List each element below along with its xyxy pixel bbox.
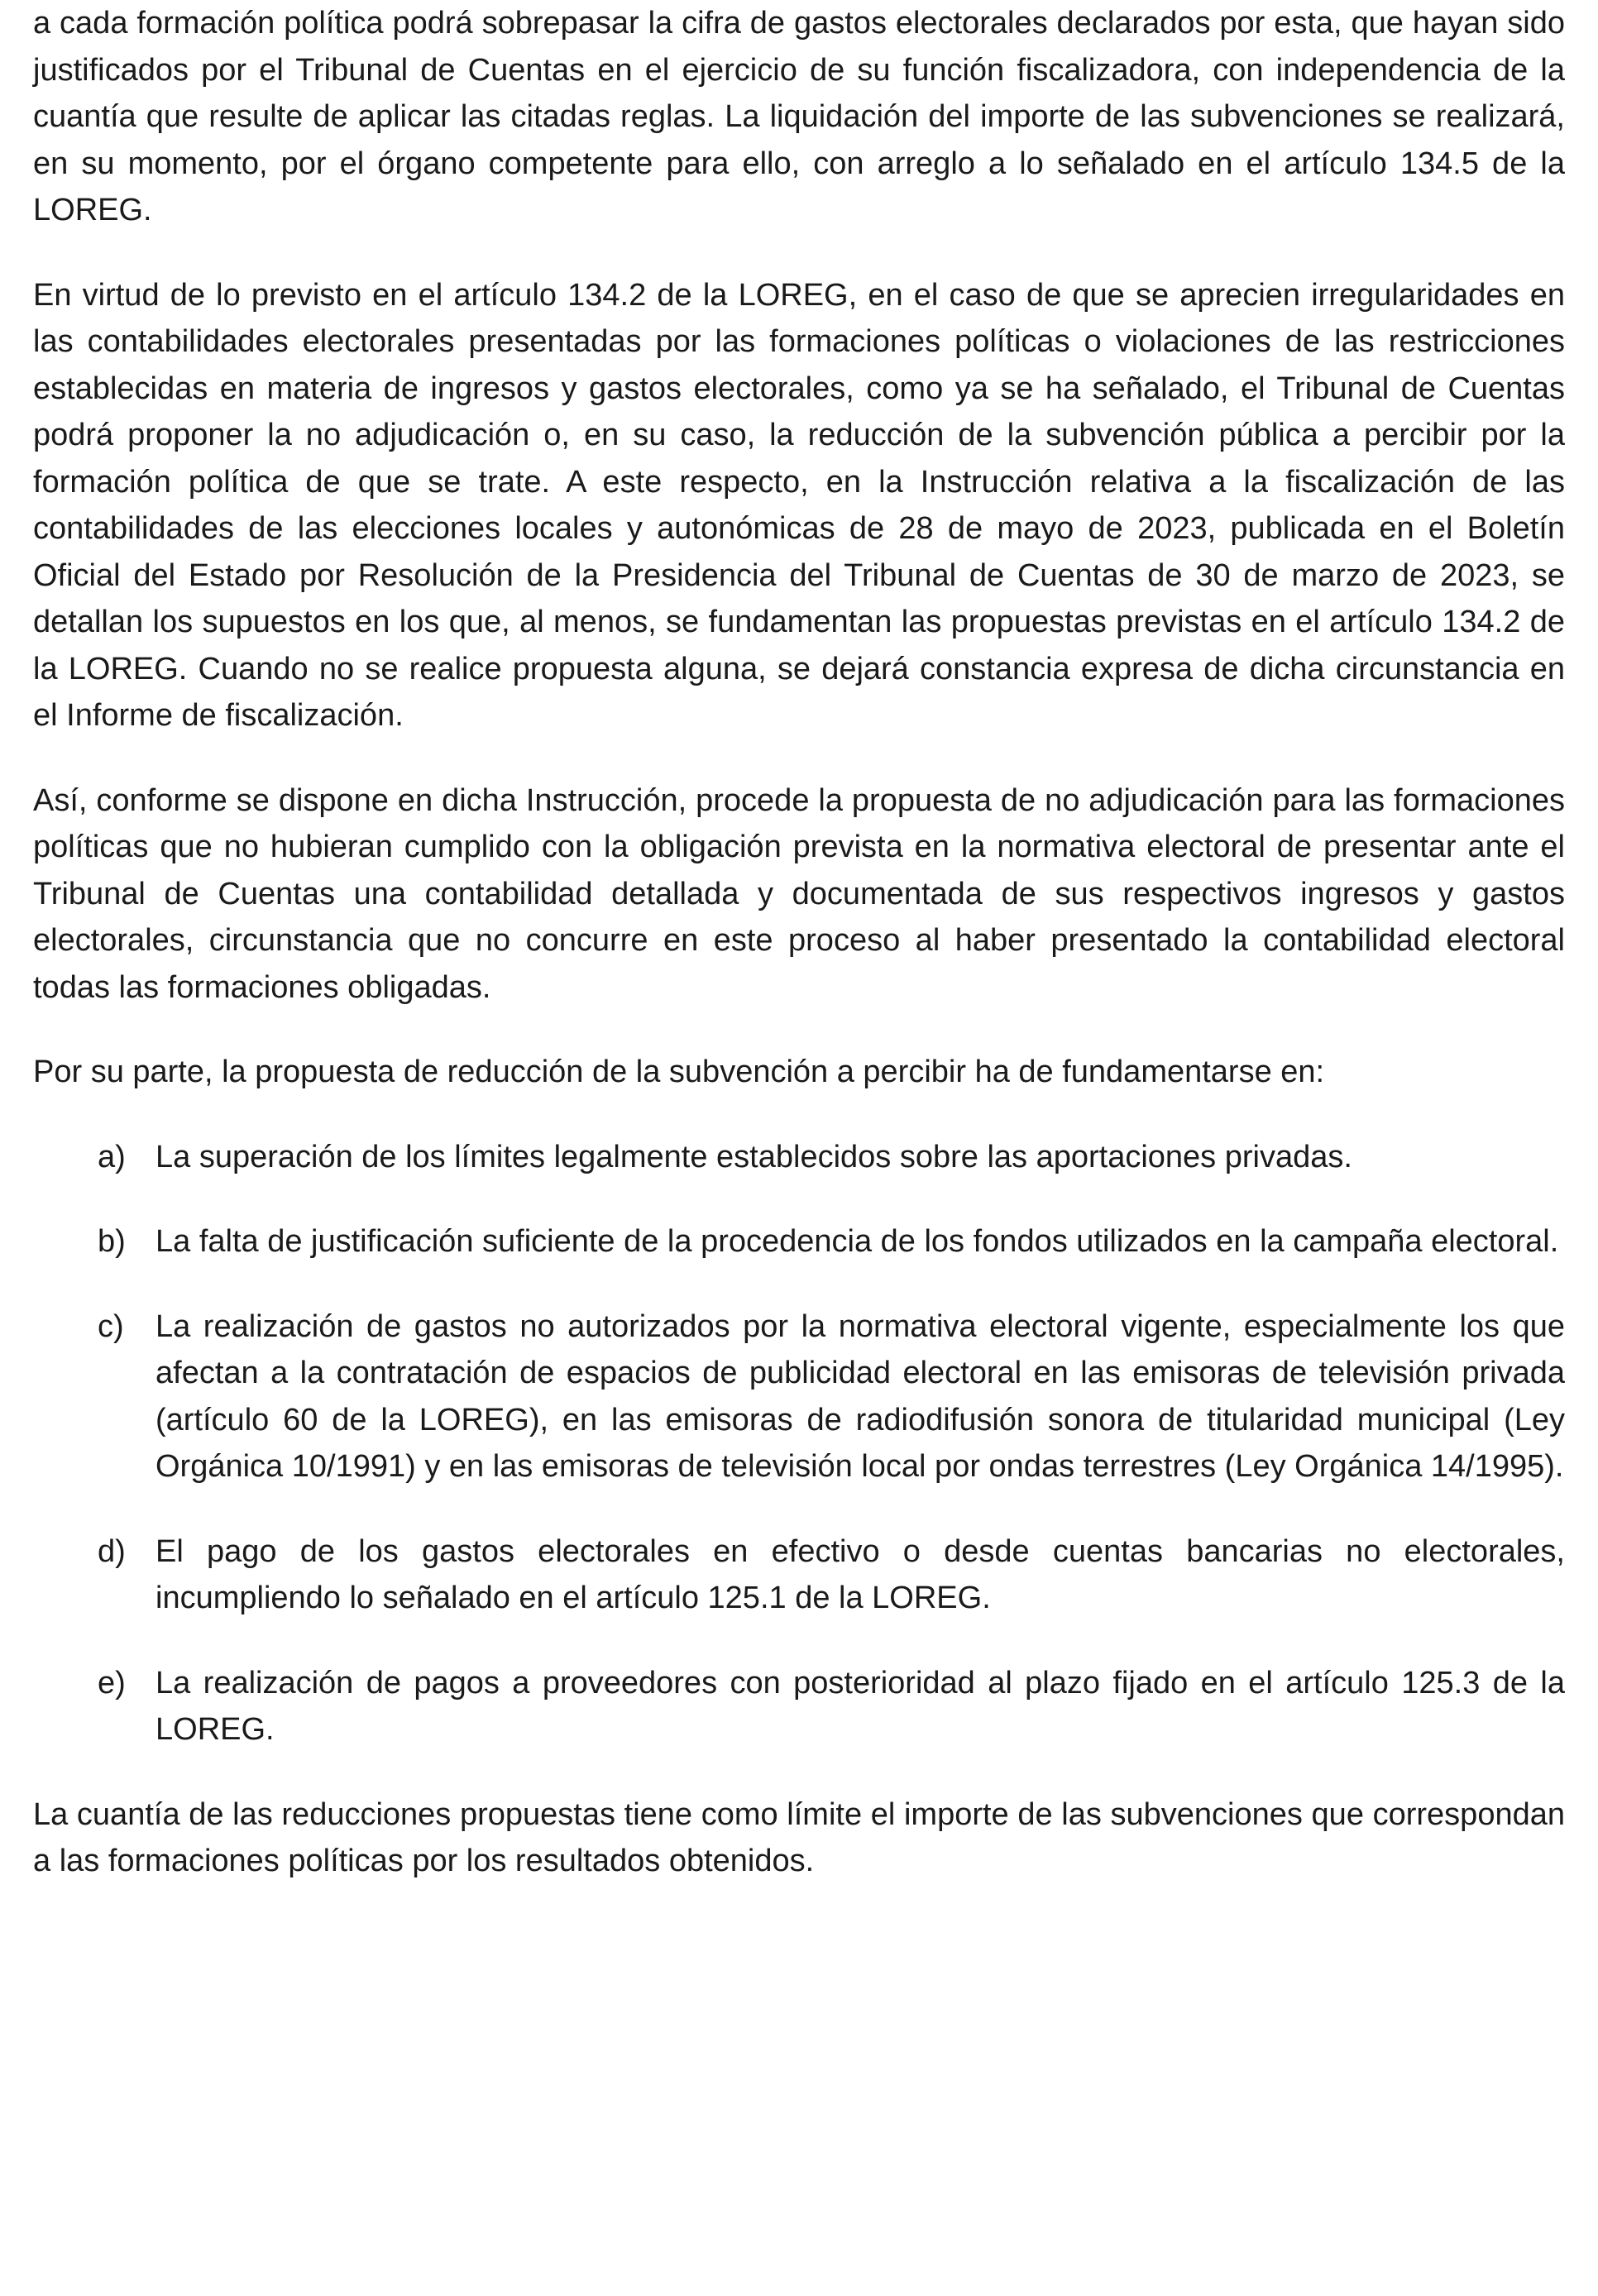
list-marker: d) — [98, 1533, 126, 1569]
paragraph-subsidy-limit: a cada formación política podrá sobrepasar la cifra de gastos electorales declarados por esta, que hayan sido justificados por el Tribunal de Cuentas en el ejercicio de su función fiscalizadora, con independencia de la cuantía que resulte de aplicar las citadas reglas. La liquidación del importe de las subvenciones se realizará, en su momento, por el órgano competente para ello, con arreglo a lo señalado en el artículo 134.5 de la LOREG. — [33, 6, 1565, 227]
paragraph-reduction-limit: La cuantía de las reducciones propuestas tiene como límite el importe de las subvenciones que correspondan a las formaciones políticas por los resultados obtenidos. — [33, 1796, 1565, 1878]
paragraph-non-award: Así, conforme se dispone en dicha Instrucción, procede la propuesta de no adjudicación para las formaciones políticas que no hubieran cumplido con la obligación prevista en la normativa electoral de presentar ante el Tribunal de Cuentas una contabilidad detallada y documentada de sus respectivos ingresos y gastos electorales, circunstancia que no concurre en este proceso al haber presentado la contabilidad electoral todas las formaciones obligadas. — [33, 782, 1565, 1005]
list-item — [33, 1134, 1565, 1181]
reduction-grounds-list — [33, 1134, 1565, 1753]
list-item — [33, 1660, 1565, 1753]
list-item-text: La falta de justificación suficiente de la procedencia de los fondos utilizados en la campaña electoral. — [155, 1224, 1559, 1259]
list-marker: c) — [98, 1308, 124, 1344]
list-item — [33, 1528, 1565, 1622]
list-item-text: La realización de gastos no autorizados por la normativa electoral vigente, especialmente los que afectan a la contratación de espacios de publicidad electoral en las emisoras de televisión privada (artículo 60 de la LOREG), en las emisoras de radiodifusión sonora de titularidad municipal (Ley Orgánica 10/1991) y en las emisoras de televisión local por ondas terrestres (Ley Orgánica 14/1995). — [155, 1308, 1565, 1484]
list-marker: a) — [98, 1139, 126, 1174]
paragraph-irregularities: En virtud de lo previsto en el artículo 134.2 de la LOREG, en el caso de que se aprecien irregularidades en las contabilidades electorales presentadas por las formaciones políticas o violaciones de las restricciones establecidas en materia de ingresos y gastos electorales, como ya se ha señalado, el Tribunal de Cuentas podrá proponer la no adjudicación o, en su caso, la reducción de la subvención pública a percibir por la formación política de que se trate. A este respecto, en la Instrucción relativa a la fiscalización de las contabilidades de las elecciones locales y autonómicas de 28 de mayo de 2023, publicada en el Boletín Oficial del Estado por Resolución de la Presidencia del Tribunal de Cuentas de 30 de marzo de 2023, se detallan los supuestos en los que, al menos, se fundamentan las propuestas previstas en el artículo 134.2 de la LOREG. Cuando no se realice propuesta alguna, se dejará constancia expresa de dicha circunstancia en el Informe de fiscalización. — [33, 277, 1565, 733]
paragraph-reduction-intro: Por su parte, la propuesta de reducción de la subvención a percibir ha de fundamentarse en: — [33, 1055, 1325, 1089]
list-item-text: La superación de los límites legalmente establecidos sobre las aportaciones privadas. — [155, 1139, 1352, 1174]
document-page — [33, 0, 1565, 1923]
list-item — [33, 1303, 1565, 1490]
list-marker: e) — [98, 1665, 126, 1700]
list-item-text: La realización de pagos a proveedores con posterioridad al plazo fijado en el artículo 125.3 de la LOREG. — [155, 1665, 1565, 1747]
list-item-text: El pago de los gastos electorales en efectivo o desde cuentas bancarias no electorales, incumpliendo lo señalado en el artículo 125.1 de la LOREG. — [155, 1533, 1565, 1615]
list-item — [33, 1218, 1565, 1265]
list-marker: b) — [98, 1224, 126, 1259]
